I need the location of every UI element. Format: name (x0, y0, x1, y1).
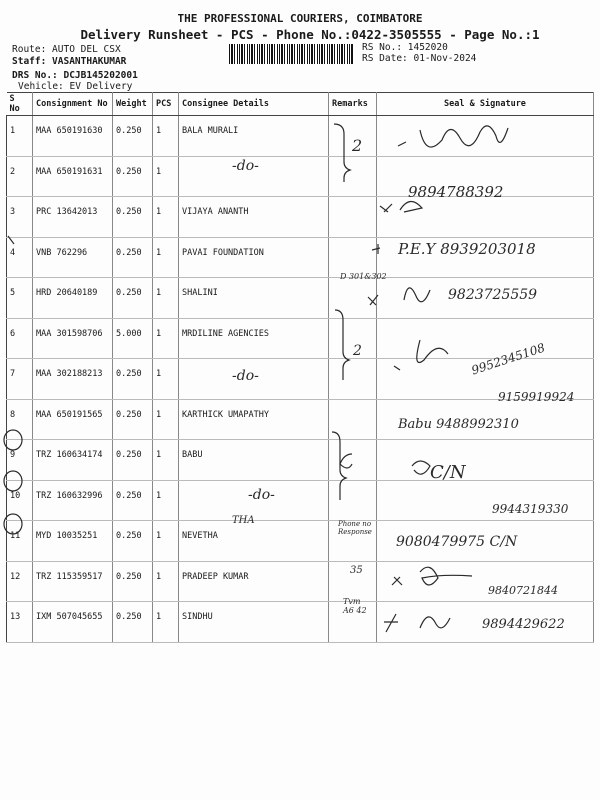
signature-icon (398, 126, 508, 147)
phone-handwriting: 9952345108 (469, 340, 547, 378)
cell-wt: 0.250 (113, 602, 153, 643)
signature-icon (368, 288, 430, 305)
remark-handwriting: 35 (350, 565, 363, 576)
cell-sno: 11 (7, 521, 33, 562)
cell-sno: 13 (7, 602, 33, 643)
circle-mark-icon (4, 471, 22, 491)
col-weight: Weight (113, 93, 153, 116)
signature-icon (392, 567, 472, 585)
col-pcs: PCS (153, 93, 179, 116)
phone-handwriting: 9823725559 (448, 287, 538, 303)
cell-sno: 8 (7, 399, 33, 440)
cell-pcs: 1 (153, 116, 179, 157)
cell-name: MRDILINE AGENCIES (179, 318, 329, 359)
ditto-mark: -do- (248, 487, 275, 503)
ditto-mark: -do- (232, 368, 259, 384)
cell-sno: 12 (7, 561, 33, 602)
ditto-mark: -do- (232, 158, 259, 174)
cell-name: SINDHU (179, 602, 329, 643)
col-sno: S No (7, 93, 33, 116)
cell-pcs: 1 (153, 440, 179, 481)
remark-handwriting: 2 (352, 136, 363, 155)
phone-handwriting: P.E.Y 8939203018 (398, 240, 536, 258)
cell-sno: 7 (7, 359, 33, 400)
cell-name: KARTHICK UMAPATHY (179, 399, 329, 440)
cell-pcs: 1 (153, 278, 179, 319)
cell-cons: IXM 507045655 (33, 602, 113, 643)
cell-name: NEVETHA (179, 521, 329, 562)
cell-pcs: 1 (153, 318, 179, 359)
cell-name: BALA MURALI (179, 116, 329, 157)
col-signature: Seal & Signature (377, 93, 594, 116)
runsheet-subtitle: Delivery Runsheet - PCS - Phone No.:0422-3505555 - Page No.:1 (80, 27, 540, 42)
bracket-icon (335, 310, 349, 380)
bracket-icon (332, 432, 346, 500)
cell-sno: 1 (7, 116, 33, 157)
col-remarks: Remarks (329, 93, 377, 116)
cell-sno: 9 (7, 440, 33, 481)
cell-wt: 0.250 (113, 440, 153, 481)
signature-icon (394, 340, 448, 370)
cell-pcs: 1 (153, 521, 179, 562)
cell-wt: 0.250 (113, 480, 153, 521)
cell-pcs: 1 (153, 399, 179, 440)
remark-handwriting: Tvm A6 42 (343, 597, 367, 615)
cell-wt: 0.250 (113, 197, 153, 238)
cell-cons: PRC 13642013 (33, 197, 113, 238)
company-title: THE PROFESSIONAL COURIERS, COIMBATORE (177, 12, 423, 25)
phone-handwriting: 9894429622 (482, 617, 565, 632)
cell-name: VIJAYA ANANTH (179, 197, 329, 238)
cell-wt: 0.250 (113, 156, 153, 197)
cell-sno: 5 (7, 278, 33, 319)
cell-pcs: 1 (153, 359, 179, 400)
cell-cons: MAA 650191565 (33, 399, 113, 440)
cell-wt: 0.250 (113, 521, 153, 562)
phone-handwriting: 9840721844 (488, 584, 558, 597)
route-label: Route: AUTO DEL CSX (12, 44, 121, 55)
signature-icon (372, 244, 380, 254)
staff-label: Staff: VASANTHAKUMAR (12, 56, 127, 67)
phone-handwriting: 9894788392 (408, 183, 504, 201)
rs-date: RS Date: 01-Nov-2024 (362, 53, 477, 64)
cell-wt: 0.250 (113, 359, 153, 400)
cell-wt: 5.000 (113, 318, 153, 359)
cell-cons: MAA 302188213 (33, 359, 113, 400)
phone-handwriting: 9944319330 (492, 502, 569, 516)
signature-icon (340, 454, 430, 474)
cell-name: PAVAI FOUNDATION (179, 237, 329, 278)
cell-wt: 0.250 (113, 116, 153, 157)
name-suffix-handwriting: THA (232, 515, 255, 526)
phone-handwriting: 9080479975 C/N (396, 534, 518, 550)
cell-pcs: 1 (153, 561, 179, 602)
cell-cons: TRZ 115359517 (33, 561, 113, 602)
cell-cons: TRZ 160634174 (33, 440, 113, 481)
remark-handwriting: 2 (353, 343, 362, 359)
cell-name: BABU (179, 440, 329, 481)
cell-name: PRADEEP KUMAR (179, 561, 329, 602)
phone-handwriting: 9159919924 (498, 390, 575, 404)
cell-cons: TRZ 160632996 (33, 480, 113, 521)
circle-mark-icon (4, 514, 22, 534)
cell-sno: 6 (7, 318, 33, 359)
remark-handwriting: D 301&302 (340, 272, 387, 281)
cell-wt: 0.250 (113, 561, 153, 602)
cell-pcs: 1 (153, 480, 179, 521)
cell-cons: MYD 10035251 (33, 521, 113, 562)
cell-wt: 0.250 (113, 399, 153, 440)
cell-wt: 0.250 (113, 237, 153, 278)
signature-handwriting: C/N (430, 462, 466, 483)
cell-cons: HRD 20640189 (33, 278, 113, 319)
signature-icon (384, 614, 450, 632)
cell-wt: 0.250 (113, 278, 153, 319)
cell-sno: 10 (7, 480, 33, 521)
cell-cons: VNB 762296 (33, 237, 113, 278)
col-consignee: Consignee Details (179, 93, 329, 116)
signature-handwriting: Babu 9488992310 (398, 417, 519, 432)
cell-name: SHALINI (179, 278, 329, 319)
cell-pcs: 1 (153, 197, 179, 238)
cell-cons: MAA 650191630 (33, 116, 113, 157)
vehicle-label: Vehicle: EV Delivery (18, 81, 133, 92)
cell-sno: 3 (7, 197, 33, 238)
cell-sno: 4 (7, 237, 33, 278)
rs-number: RS No.: 1452020 (362, 42, 448, 53)
cell-pcs: 1 (153, 602, 179, 643)
cell-pcs: 1 (153, 156, 179, 197)
bracket-icon (334, 124, 350, 182)
cell-pcs: 1 (153, 237, 179, 278)
drs-number: DRS No.: DCJB145202001 (12, 70, 138, 81)
remark-handwriting: Phone no Response (338, 520, 372, 536)
cell-sno: 2 (7, 156, 33, 197)
signature-icon (380, 201, 422, 212)
circle-mark-icon (4, 430, 22, 450)
stroke-mark-icon (8, 236, 14, 244)
col-consignment: Consignment No (33, 93, 113, 116)
cell-cons: MAA 650191631 (33, 156, 113, 197)
cell-cons: MAA 301598706 (33, 318, 113, 359)
